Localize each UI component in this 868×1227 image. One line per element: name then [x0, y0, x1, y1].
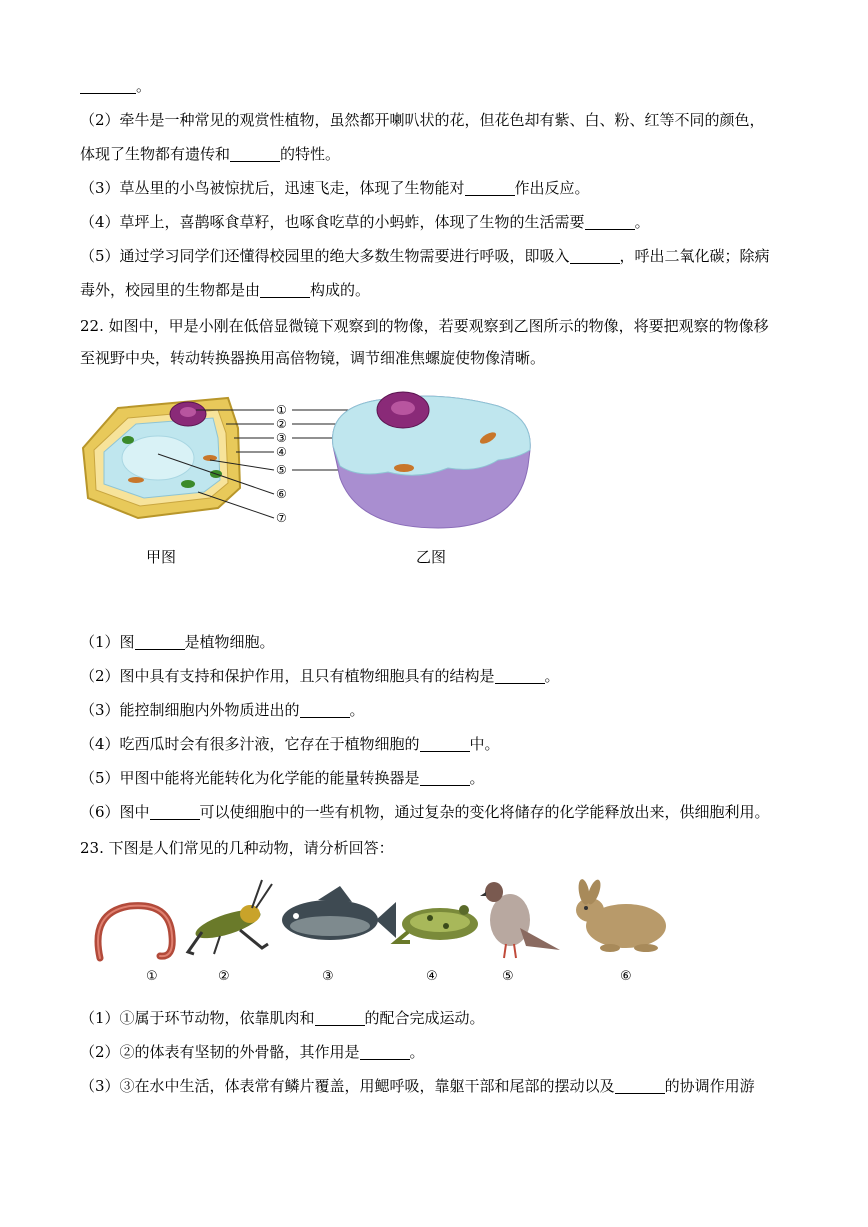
label-3: ③ — [276, 431, 287, 445]
label-1: ① — [276, 403, 287, 417]
animal-label-5: ⑤ — [502, 969, 514, 984]
q23-stem: 23. 下图是人们常见的几种动物，请分析回答： — [80, 839, 394, 857]
answer-blank[interactable] — [300, 702, 350, 718]
q21-sub2-line-a: （2）牵牛是一种常见的观赏性植物，虽然都开喇叭状的花，但花色却有紫、白、粉、红等不同的颜色， — [80, 111, 765, 129]
answer-blank[interactable] — [315, 1010, 365, 1026]
answer-blank[interactable] — [420, 770, 470, 786]
answer-blank[interactable] — [615, 1078, 665, 1094]
figure-caption-b: 乙图 — [416, 548, 447, 566]
q22-sub6: （6）图中 可以使细胞中的一些有机物，通过复杂的变化将储存的化学能释放出来，供细胞利用。 — [80, 803, 770, 821]
label-5: ⑤ — [276, 463, 287, 477]
label-2: ② — [276, 417, 287, 431]
figure-caption-a: 甲图 — [146, 548, 177, 566]
earthworm-image — [98, 906, 172, 958]
q22-sub1: （1）图 是植物细胞。 — [80, 633, 275, 651]
plant-cell — [83, 398, 240, 518]
answer-blank[interactable] — [465, 180, 515, 196]
answer-blank[interactable] — [135, 634, 185, 650]
cell-diagram — [78, 388, 548, 538]
animals-figure — [90, 872, 680, 988]
animal-cell — [333, 392, 531, 528]
label-6: ⑥ — [276, 487, 287, 501]
q21-sub3: （3）草丛里的小鸟被惊扰后，迅速飞走，体现了生物能对 作出反应。 — [80, 179, 590, 197]
pigeon-image — [480, 882, 560, 958]
answer-blank[interactable] — [230, 146, 280, 162]
q21-sub2-line-b: 体现了生物都有遗传和 的特性。 — [80, 145, 341, 163]
q22-sub4: （4）吃西瓜时会有很多汁液，它存在于植物细胞的 中。 — [80, 735, 500, 753]
label-4: ④ — [276, 445, 287, 459]
animal-label-6: ⑥ — [620, 969, 632, 984]
q22-stem-a: 22. 如图中，甲是小刚在低倍显微镜下观察到的物像，若要观察到乙图所示的物像，将要把观察的物像移 — [80, 317, 769, 335]
animal-label-1: ① — [146, 969, 158, 984]
q21-sub4: （4）草坪上，喜鹊啄食草籽，也啄食吃草的小蚂蚱，体现了生物的生活需要 。 — [80, 213, 650, 231]
q21-sub5-line-b: 毒外，校园里的生物都是由 构成的。 — [80, 281, 371, 299]
answer-blank[interactable] — [570, 248, 620, 264]
label-7: ⑦ — [276, 511, 287, 525]
animal-label-4: ④ — [426, 969, 438, 984]
answer-blank[interactable] — [585, 214, 635, 230]
q22-sub2: （2）图中具有支持和保护作用，且只有植物细胞具有的结构是 。 — [80, 667, 560, 685]
q22-sub3: （3）能控制细胞内外物质进出的 。 — [80, 701, 365, 719]
q22-sub5: （5）甲图中能将光能转化为化学能的能量转换器是 。 — [80, 769, 485, 787]
q23-sub3: （3）③在水中生活，体表常有鳞片覆盖，用鳃呼吸，靠躯干部和尾部的摆动以及 的协调作用游 — [80, 1077, 755, 1095]
q23-sub2: （2）②的体表有坚韧的外骨骼，其作用是 。 — [80, 1043, 425, 1061]
grasshopper-image — [188, 880, 272, 954]
q22-stem-b: 至视野中央，转动转换器换用高倍物镜，调节细准焦螺旋使物像清晰。 — [80, 349, 546, 367]
q21-sub5-line-a: （5）通过学习同学们还懂得校园里的绝大多数生物需要进行呼吸，即吸入 ，呼出二氧化碳；除病 — [80, 247, 770, 265]
q21-line-0: 。 — [80, 76, 151, 96]
answer-blank[interactable] — [80, 78, 136, 94]
rabbit-image — [576, 878, 666, 952]
animal-label-3: ③ — [322, 969, 334, 984]
frog-image — [396, 905, 478, 942]
answer-blank[interactable] — [150, 804, 200, 820]
answer-blank[interactable] — [420, 736, 470, 752]
animal-label-2: ② — [218, 969, 230, 984]
fish-image — [282, 886, 396, 940]
answer-blank[interactable] — [260, 282, 310, 298]
answer-blank[interactable] — [360, 1044, 410, 1060]
q23-sub1: （1）①属于环节动物，依靠肌肉和 的配合完成运动。 — [80, 1009, 485, 1027]
answer-blank[interactable] — [495, 668, 545, 684]
